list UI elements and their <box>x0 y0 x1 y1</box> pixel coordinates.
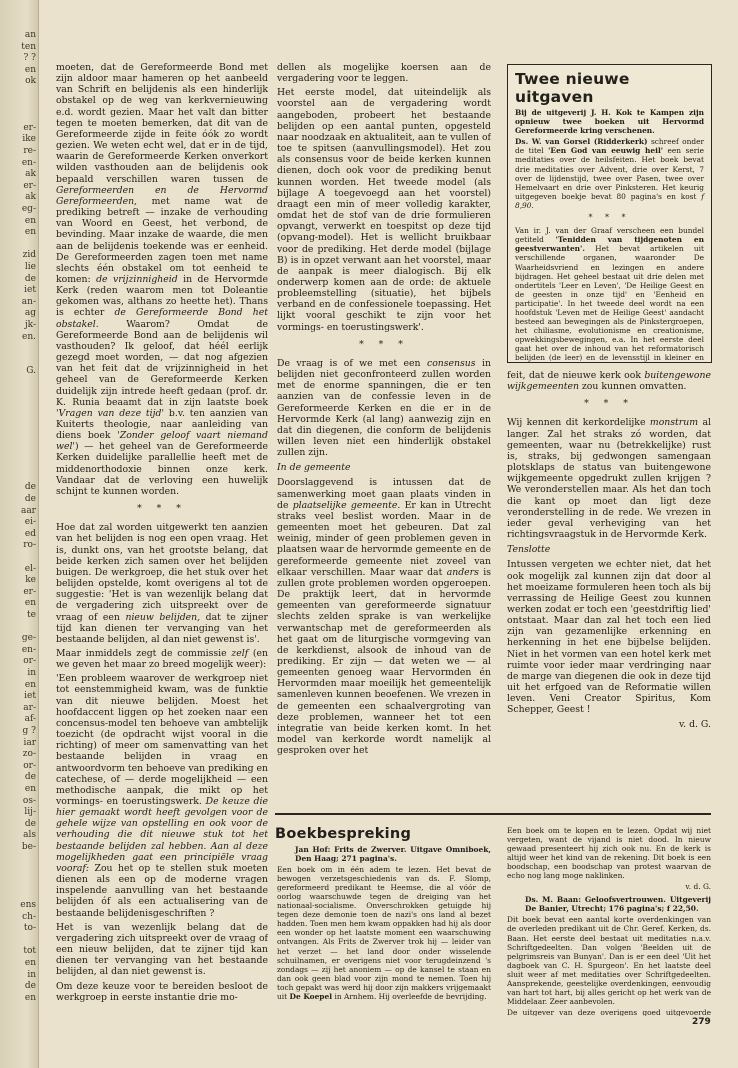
previous-page-fragment: ei- <box>24 517 36 528</box>
col2-para-4: Doorslaggevend is intussen dat de samenwerking moet gaan plaats vinden in de plaatselijke gemeente. Er kan in Utrecht straks veel beslist worden. Maar in de gemeenten moet het gebeuren. Dat zal weinig, minder of geen problemen geven in plaatsen waar de hervormde gemeente en de gereformeerde gemeente niet zoveel van elkaar verschillen. Maar waar dat anders is zullen grote problemen worden opgeroepen. De praktijk leert, dat in hervormde gemeenten van gereformeerde signatuur slechts zelden sprake is van werkelijke verwantschap met de gereformeerden als het gaat om de liturgische vormgeving van de kerkdienst, alsook de inhoud van de prediking. Er zijn — dat weten we — al gemeenten genoeg waar Hervormden én Hervormden maar moeilijk het gemeentelijk samenleven kunnen beoefenen. We vrezen in de gemeenten een schaalvergroting van deze problemen, wanneer het tot een integratie van beide kerken komt. In het model van kerkorde wordt namelijk al gesproken over het <box>277 477 491 757</box>
previous-page-fragment: als <box>23 830 36 841</box>
previous-page-fragment: ok <box>25 76 36 87</box>
previous-page-fragment: en- <box>21 644 36 655</box>
previous-page-fragment: lij- <box>24 807 36 818</box>
previous-page-fragment: de <box>24 772 36 783</box>
announcement-body <box>515 108 704 363</box>
previous-page-edge <box>0 0 39 1068</box>
previous-page-fragment: ar- <box>23 702 36 713</box>
previous-page-fragment: er- <box>23 586 36 597</box>
col1-para-6: Om deze keuze voor te bereiden besloot de werkgroep in eerste instantie drie mo- <box>56 980 268 1003</box>
col2-para-2: Het eerste model, dat uiteindelijk als voorstel aan de vergadering wordt aangeboden, probeert het bestaande belijden op een aantal punten, opgesteld naar noodzaak en aktualiteit, aan te vullen of toe te spitsen (aanvullingsmodel). Het zou als consensus voor de beide kerken kunnen dienen, doch ook voor de prediking benut kunnen worden. Het tweede model (als bijlage A toegevoegd aan het voorstel) draagt een min of meer volledig karakter, omdat het de stof van de drie formulieren opvangt, verwerkt en toespitst op deze tijd (opvang-model). Het is wellicht bruikbaar voor de prediking. Het derde model (bijlage B) is in opzet verwant aan het voorstel, maar de aanpak is meer dialogisch. Bij elk onderwerp komen aan de orde: de aktuele probleemstelling (situatie), het bijbels verband en de confessionele toepassing. Het lijkt vooral geschikt te zijn voor het vormings- en toerustingswerk'. <box>277 87 491 333</box>
book-review-1 <box>277 845 491 1015</box>
previous-page-fragment: ike <box>22 134 36 145</box>
col1-para-3: Maar inmiddels zegt de commissie zelf (en we geven het maar zo breed mogelijk weer): <box>56 647 268 671</box>
previous-page-fragment: an <box>24 30 36 40</box>
review-1-continued: Een boek om te kopen en te lezen. Opdat wij niet vergeten, want de vijand is niet dood. In nieuw gewaad presenteert hij zich ook nu. En de kerk is altijd weer het kind van de rekening. Dit boek is een boodschap, een boodschap van protest waarvan de echo nog lang moge naklinken. <box>507 826 711 881</box>
previous-page-fragment: en <box>24 598 36 609</box>
previous-page-fragment: an- <box>21 296 36 307</box>
subheading-tenslotte: Tenslotte <box>507 544 551 556</box>
review-1-signature: v. d. G. <box>685 882 711 892</box>
announcement-para-2: Ds. W. van Gorsel (Ridderkerk) schreef onder de titel 'Een God van eeuwig heil' een serie meditaties over de heilsfeiten. Het boek bevat drie meditaties over Advent, drie over Kerst, 7 over de lijdenstijd, twee over Pasen, twee over Hemelvaart en drie over Pinksteren. Het keurig uitgegeven boekje bevat 80 pagina's en kost f 8,90. <box>515 137 704 210</box>
col1-para-1: moeten, dat de Gereformeerde Bond met zijn aldoor maar hameren op het aanbeeld van Schrift en belijdenis als een hinderlijk obstakel op de weg van kerkvernieuwing e.d. wordt gezien. Maar het valt dan bitter tegen te moeten bemerken, dat dit van de Gereformeerde zijde in feite óók zo wordt gezien. We weten echt wel, dat er in de tijd, waarin de Gereformeerde Kerken onverkort wilden vasthouden aan de belijdenis ook bepaald verschillen waren tussen de Gereformeerden en de Hervormd Gereformeerden, met name wat de prediking betreft — inzake de verhouding van Woord en Geest, het verbond, de bevinding. Maar inzake de waarde, die men aan de belijdenis toekende was er eenheid. De Gereformeerden zagen toen met name slechts één obstakel om tot eenheid te komen: de vrijzinnigheid in de Hervormde Kerk (reden waarom men tot Doleantie gekomen was, althans zo heette het). Thans is echter de Gereformeerde Bond het obstakel. Waarom? Omdat de Gereformeerde Bond aan de belijdenis wil vasthouden? Ik geloof, dat héél eerlijk gezegd moet worden, — dat nog afgezien van het feit dat de vrijzinnigheid in het geheel van de Gereformeerde Kerken duidelijk zijn intrede heeft gedaan (prof. dr. K. Runia beaamt dat in zijn laatste boek 'Vragen van deze tijd' b.v. ten aanzien van Kuiterts theologie, naar aanleiding van diens boek 'Zonder geloof vaart niemand wel') — het geheel van de Gereformeerde Kerken duidelijke parallellie heeft met de middenorthodoxie binnen onze kerk. Vandaar dat de verloving een huwelijk schijnt te kunnen worden. <box>56 62 268 497</box>
announcement-para-1: Bij de uitgeverij J. H. Kok te Kampen zijn opnieuw twee boeken uit Hervormd Gereformeerde kring verschenen. <box>515 108 704 136</box>
previous-page-fragment: ro- <box>23 540 36 551</box>
review-1-title: Jan Hof: Frits de Zwerver. Uitgave Omniboek, Den Haag; 271 pagina's. <box>295 845 491 864</box>
subheading-in-de-gemeente: In de gemeente <box>277 462 351 474</box>
previous-page-fragment: ed <box>24 528 36 539</box>
section-divider: * * * <box>588 213 631 223</box>
previous-page-fragment: de <box>24 273 36 284</box>
previous-page-fragment: G. <box>26 366 36 377</box>
previous-page-fragment: or- <box>23 656 36 667</box>
previous-page-fragment: er- <box>23 180 36 191</box>
book-review-heading: Boekbespreking <box>275 826 412 842</box>
announcement-title: Twee nieuwe uitgaven <box>515 70 630 106</box>
review-1-body: Een boek om in één adem te lezen. Het bevat de bewogen verzetsgeschiedenis van ds. F. Slomp, gereformeerd predikant te Heemse, die al vóór de oorlog waarschuwde tegen de dreiging van het nationaal-socialisme. Onverschrokken getuigde hij tegen deze demonie toen de nazi's ons land al bezet hadden. Toen men hem kwam oppakken had hij als door een wonder op het laatste moment een waarschuwing ontvangen. Als Frits de Zwerver trok hij — leider van het verzet — het land door onder wisselende schuilnamen, er overigens niet voor terugdeinzend 's zondags — zij het anoniem — op de kansel te staan en dan ook geen blad voor zijn mond te nemen. Toen hij toch gepakt was werd hij door zijn makkers vrijgemaakt uit De Koepel in Arnhem. Hij overleefde de bevrijding. <box>277 865 491 1001</box>
previous-page-fragment: os- <box>22 795 36 806</box>
column-1 <box>56 62 268 1012</box>
previous-page-fragment: aar <box>20 505 36 516</box>
previous-page-fragment: er- <box>23 122 36 133</box>
previous-page-fragment: tot <box>23 946 36 957</box>
review-2-body-2: De uitgever van deze overigens goed uitgevoerde <box>507 1007 711 1016</box>
previous-page-fragment: iet <box>24 691 36 702</box>
col3-para-2: Wij kennen dit kerkordelijke monstrum al langer. Zal het straks zó worden, dat gemeenten, waar nu (betrekkelijke) rust is, straks, bij gedwongen samengaan plotsklaps de status van buitengewone wijkgemeente opgedrukt zullen krijgen ? We veronderstellen maar. Als het dan toch die kant op moet dan ligt deze veronderstelling in de rede. We vrezen in ieder geval verheviging van het richtingsvraagstuk in de Hervormde Kerk. <box>507 417 711 541</box>
previous-page-fragment: de <box>24 494 36 504</box>
previous-page-fragment: ten <box>21 41 36 52</box>
previous-page-fragment: to- <box>23 923 36 934</box>
col3-para-1: feit, dat de nieuwe kerk ook buitengewone wijkgemeenten zou kunnen omvatten. <box>507 370 711 393</box>
previous-page-fragment: ag <box>24 308 36 319</box>
col2-para-1: dellen als mogelijke koersen aan de vergadering voor te leggen. <box>277 62 491 85</box>
previous-page-fragment: de <box>24 482 36 493</box>
previous-page-fragment: ak <box>25 169 36 180</box>
previous-page-fragment: en <box>24 679 36 690</box>
col1-para-4: 'Een probleem waarover de werkgroep niet tot eenstemmigheid kwam, was de funktie van dit nieuwe belijden. Moest het hoofdaccent liggen op het zoeken naar een concensus-model ten behoeve van ambtelijk toezicht (de opdracht wijst vooral in die richting) of meer om samenvatting van het bestaande belijden in vraag en antwoordvorm ten behoeve van prediking en catechese, of — derde mogelijkheid — een methodische aanpak, die mikt op het vormings- en toerustingswerk. De keuze die hier gemaakt wordt heeft gevolgen voor de gehele wijze van opstelling en ook voor de verhouding die dit nieuwe stuk tot het bestaande belijden zal hebben. Aan al deze mogelijkheden gaat een principiële vraag vooraf: Zou het op te stellen stuk moeten dienen als een op de moderne vragen inspelende aanvulling van het bestaande belijden óf als een actualisering van de bestaande belijdenisgeschriften ? <box>56 673 268 919</box>
previous-page-fragment: ? ? <box>23 53 36 64</box>
previous-page-fragment: be- <box>21 842 36 852</box>
col3-para-3: Intussen vergeten we echter niet, dat het ook mogelijk zal kunnen zijn dat door al het moeizame formuleren heen toch als bij verrassing de Heilige Geest zou kunnen werken zodat er toch een 'geestdriftig lied' ontstaat. Maar dan zal het toch een lied zijn van gezamenlijke erkenning en herkenning in het ene bijbelse belijden. Niet in het vormen van een hotel kerk met ruimte voor ieder maar verdringing naar de marge van diegenen die ook in deze tijd uit het erfgoed van de Reformatie willen leven. Veni Creator Spiritus, Kom Schepper, Geest ! <box>507 559 711 716</box>
book-review-2 <box>507 826 711 1016</box>
previous-page-fragment: zid <box>22 250 36 261</box>
previous-page-fragment: ch- <box>22 911 36 922</box>
section-divider: * * * <box>584 398 634 410</box>
previous-page-fragment: iar <box>23 737 36 748</box>
previous-page-fragment: eg- <box>21 204 36 214</box>
section-divider: * * * <box>359 338 409 350</box>
previous-page-fragment: g ? <box>22 726 36 736</box>
previous-page-fragment: te <box>27 610 36 620</box>
previous-page-fragment: en <box>24 64 36 75</box>
previous-page-fragment: el- <box>24 563 36 574</box>
previous-page-fragment: iet <box>24 285 36 296</box>
previous-page-fragment: de <box>24 818 36 829</box>
review-2-body-1: Dit boek bevat een aantal korte overdenkingen van de overleden predikant uit de Chr. Geref. Kerken, ds. Baan. Het eerste deel bestaat uit meditaties n.a.v. Schriftgedeelten. Dan volgen 'Beelden uit de pelgrimsreis van Bunyan'. Dan is er een deel 'Uit het dagboek van C. H. Spurgeon'. En het laatste deel sluit weer af met meditaties over Schriftgedeelten. Aansprekende, geestelijke overdenkingen, eenvoudig van hart tot hart, bij alles gericht op het werk van de Middelaar. Zeer aanbevolen. <box>507 915 711 1006</box>
previous-page-fragment: ke <box>25 575 36 586</box>
previous-page-fragment: ak <box>25 192 36 203</box>
previous-page-fragment: ens <box>20 900 36 910</box>
previous-page-fragment: en. <box>22 331 36 342</box>
previous-page-fragment: lie <box>24 262 36 272</box>
col1-para-5: Het is van wezenlijk belang dat de vergadering zich uitspreekt over de vraag of een nieuw belijden, dat te zijner tijd kan dienen ter vervanging van het bestaande belijden, al dan niet gewenst is. <box>56 921 268 978</box>
previous-page-fragment: in <box>27 668 36 678</box>
previous-page-fragment: af- <box>24 714 36 725</box>
previous-page-fragment: de <box>24 981 36 992</box>
previous-page-fragment: en <box>24 992 36 1003</box>
col2-para-3: De vraag is of we met een consensus in belijden niet geconfronteerd zullen worden met de enorme spanningen, die er ten aanzien van de confessie leven in de Gereformeerde Kerken en die er in de Hervormde Kerk (al lang) aanwezig zijn en dat din diegenen, die conform de belijdenis willen leven niet een hinderlijk obstakel zullen zijn. <box>277 357 491 459</box>
section-rule <box>275 813 711 815</box>
col1-para-2: Hoe dat zal worden uitgewerkt ten aanzien van het belijden is nog een open vraag. Het is, dunkt ons, van het grootste belang, dat beide kerken zich samen over het belijden buigen. De werkgroep, die het stuk over het belijden opstelde, komt overigens al tot de suggestie: 'Het is van wezenlijk belang dat de vergadering zich uitspreekt over de vraag of een nieuw belijden, dat te zijner tijd kan dienen ter vervanging van het bestaande belijden, al dan niet gewenst is'. <box>56 522 268 645</box>
previous-page-fragment: ge- <box>21 633 36 644</box>
previous-page-fragment: en <box>24 958 36 968</box>
announcement-para-3: Van ir. J. van der Graaf verscheen een bundel getiteld 'Tenidden van tijdgenoten en geestverwanten'. Het bevat artikelen uit verschillende organen, waaronder De Waarheidsvriend en lezingen en andere bijdragen. Het geheel bestaat uit drie delen met ondertitels 'Leer en Leven', 'De Heilige Geest en de geesten in onze tijd' en 'Eenheid en participatie'. In het tweede deel wordt na een hoofdstuk 'Leven met de Heilige Geest' aandacht besteed aan bewegingen als de Pinkstergroepen, het chiliasme, evolutionisme en creationisme, opwekkingsbewegingen, e.a. In het eerste deel gaat het over de inhoud van het reformatorisch belijden (de leer) en de levensstijl in kleiner en <box>515 226 704 363</box>
column-3 <box>507 370 711 810</box>
previous-page-fragment: en <box>24 784 36 794</box>
previous-page-fragment: en <box>24 227 36 238</box>
review-2-title: Ds. M. Baan: Geloofsvertrouwen. Uitgeverij De Banier, Utrecht; 176 pagina's; f 22,50. <box>525 895 711 914</box>
section-divider: * * * <box>137 503 187 515</box>
previous-page-fragment: zo- <box>22 749 36 760</box>
previous-page-fragment: en <box>24 215 36 226</box>
author-signature: v. d. G. <box>679 718 711 730</box>
column-2 <box>277 62 491 798</box>
previous-page-fragment: en- <box>21 157 36 168</box>
previous-page-fragment: jk- <box>24 320 36 330</box>
previous-page-fragment: re- <box>23 146 36 156</box>
page-number: 279 <box>692 1017 711 1027</box>
previous-page-fragment: or- <box>23 760 36 771</box>
announcement-box <box>507 64 712 363</box>
previous-page-fragment: in <box>27 969 36 980</box>
